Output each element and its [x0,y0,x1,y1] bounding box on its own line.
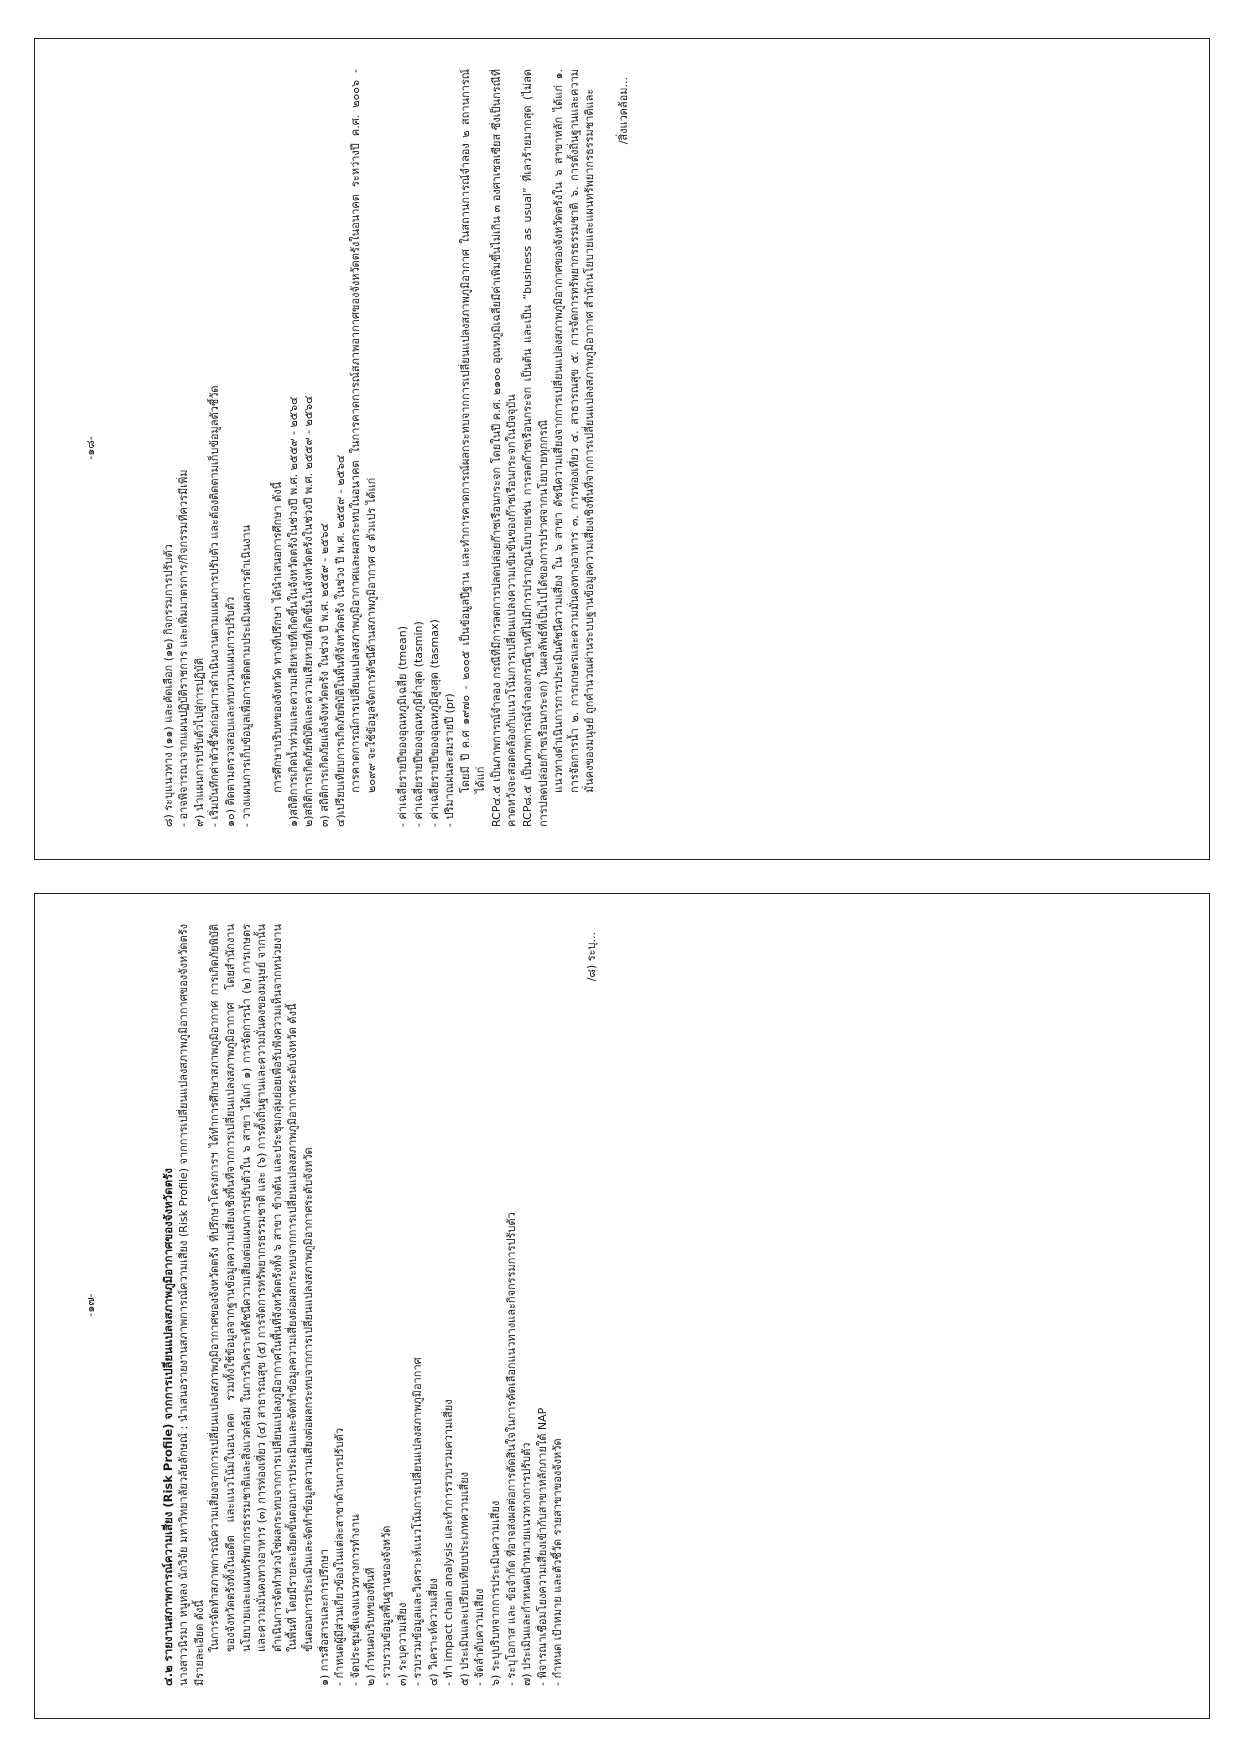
page-number: -๑๗- [84,1293,97,1317]
text-line: - ปริมาณฝนสะสมรายปี (pr) [443,693,457,827]
text-line: ๑)สถิติการเกิดน้ำท่วมและความเสียหายที่เกิดขึ้นในจังหวัดตรังในช่วงปี พ.ศ. ๒๕๕๙ - ๒๕๖๔ [286,396,300,827]
text-line: ๔)เปรียบเทียบการเกิดภัยพิบัติในพื้นที่จังหวัดตรัง ในช่วง ปี พ.ศ. ๒๕๕๙ - ๒๕๖๔ [333,454,347,827]
text-line: RCP๔.๕ เป็นภาพการณ์จำลอง กรณีที่มีการลดการปลดปล่อยก๊าซเรือนกระจก โดยในปี ค.ศ. ๒๑๐๐ อุณหภูมิเฉลี่ยมีค่าเพิ่มขึ้นไม่เกิน ๓ องศาเซลเซียส ซึ่งเป็นกรณีที่คาดหวังจะสอดคล้องกับแนวโน้มการเปลี่ยนแปลงความเข้มข้นของก๊าซเรือนกระจกในปัจจุบัน [489,69,519,827]
text-line: - ค่าเฉลี่ยรายปีของอุณหภูมิเฉลี่ย (tmean) [396,625,410,827]
text-line: ๒) กำหนดบริบทของพื้นที่ [364,1567,378,1686]
continued-marker: /สิ่งแวดล้อม... [617,77,631,145]
spacer [379,69,395,827]
text-line: ๙) นำแผนการปรับตัวไปสู่การปฏิบัติ [192,657,206,827]
text-line: - เริ่มบันทึกค่าตัวชี้วัดก่อนการดำเนินงานตามแผนการปรับตัว และต้องติดตามเก็บข้อมูลตัวชี้วัด [208,385,222,827]
text-line: - อาจพิจารณาจากแผนปฏิบัติราชการ และเพิ่มมาตรการ/กิจกรรมที่ควรมีเพิ่ม [177,469,191,827]
text-line: - กำหนดผู้มีส่วนเกี่ยวข้องในแต่ละสาขาด้านการปรับตัว [333,1427,347,1686]
text-line: ๕) ประเมินและเปรียบเทียบประเภทความเสี่ยง [457,1471,471,1686]
text-line: ๑) การสื่อสารและการปรึกษา [317,1548,331,1686]
text-line: ๑๐) ติดตามตรวจสอบและทบทวนแผนการปรับตัว [223,596,237,827]
text-line: ในการจัดทำสภาพการณ์ความเสี่ยงจากการเปลี่ยนแปลงสภาพภูมิอากาศของจังหวัดตรัง ที่ปรึกษาโครงการฯ ได้ทำการศึกษาสภาพภูมิอากาศ การเกิดภัยพิบัติ ของจังหวัดตรังทั้งในอดีต และแนวโน้มในอนาคต รวมทั้งใช้ข้อมูลจากฐานข้อมูลความเสี่ยงเชิงพื้นที่จากการเปลี่ยนแปลงสภาพภูมิอากาศ โดยสำนักงานนโยบายและแผนทรัพยากรธรรมชาติและสิ่งแวดล้อม ในการวิเคราะห์ดัชนีความเสี่ยงต่อแผนการปรับตัวใน ๖ สาขา ได้แก่ ๑) การจัดการน้ำ (๒) การเกษตรและความมั่นคงทางอาหาร (๓) การท่องเที่ยว (๔) สาธารณสุข (๕) การจัดการทรัพยากรธรรมชาติ และ (๖) การตั้งถิ่นฐานและความมั่นคงของมนุษย์ จากนั้นดำเนินการจัดทำห่วงโซ่ผลกระทบจากการเปลี่ยนแปลงภูมิอากาศในพื้นที่จังหวัดตรังทั้ง ๖ สาขา ข้างต้น และประชุมกลุ่มย่อยเพื่อรับฟังความเห็นจากหน่วยงานในพื้นที่ โดยมีรายละเอียดขั้นตอนการประเมินและจัดทำข้อมูลความเสี่ยงต่อผลกระทบจากการเปลี่ยนแปลงสภาพภูมิอากาศระดับจังหวัด ดังนี้ [208,924,300,1652]
text-line: โดยมี ปี ค.ศ ๑๙๗๐ - ๒๐๐๕ เป็นข้อมูลปีฐาน และทำการคาดการณ์ผลกระทบจากการเปลี่ยนแปลงสภาพภูมิอากาศ ในสถานการณ์จำลอง ๒ สถานการณ์ ได้แก่ [458,69,488,793]
text-line: ๓) ระบุความเสี่ยง [395,1602,409,1686]
presenter-intro: นางสาวนิรมา หนูหลง นักวิจัย มหาวิทยาลัยวลัยลักษณ์ : นำเสนอรายงานสภาพการณ์ความเสี่ยง (Risk Profile) จากการเปลี่ยนแปลงสภาพภูมิอากาศของจังหวัดตรัง มีรายละเอียด ดังนี้ [177,924,206,1686]
text-line: ๒)สถิติการเกิดภัยพิบัติและความเสียหายที่เกิดขึ้นในจังหวัดตรังในช่วงปี พ.ศ. ๒๕๕๙ - ๒๕๖๔ [302,395,316,827]
text-line: ๘) ระบุแนวทาง (๑๑) และคัดเลือก (๑๒) กิจกรรมการปรับตัว [161,544,175,827]
text-line: RCP๘.๕ เป็นภาพการณ์จำลองกรณีฐานที่ไม่มีการปรากฏนโยบายเช่น การลดก๊าซเรือนกระจก เป็นต้น และเป็น “business as usual” ที่เลวร้ายมากสุด (ไม่ลดการปลดปล่อยก๊าซเรือนกระจก) ในผลลัพธ์ที่เป็นไปได้ของการปราศจากนโยบายทุกกรณี [521,69,550,827]
text-line: ขั้นตอนการประเมินและจัดทำข้อมูลความเสี่ยงต่อผลกระทบจากการเปลี่ยนแปลงสภาพภูมิอากาศระดับจังหวัด [301,1147,315,1652]
page-18-content [35,39,1211,861]
text-line: - พิจารณาเชื่อมโยงความเสี่ยงเข้ากับสาขาหลักภายใต้ NAP [535,1407,549,1686]
spacer [254,69,270,827]
page-17-frame [34,893,1210,1719]
text-line: - ทำ impact chain analysis และทำการรวบรวมความเสี่ยง [442,1399,456,1686]
page-18-frame [34,38,1210,860]
text-line: - รวบรวมข้อมูลพื้นฐานของจังหวัด [379,1525,393,1686]
text-line: ๗) ประเมินและกำหนดเป้าหมายแนวทางการปรับตัว [520,1442,534,1686]
text-line: - วางแผนการเก็บข้อมูลเพื่อการติดตามประเมินผลการดำเนินงาน [239,524,253,827]
page-17-content [35,894,1211,1720]
text-line: - กำหนด เป้าหมาย และตัวชี้วัด รายสาขาของจังหวัด [551,1438,565,1686]
text-line: - จัดประชุมชี้แจงแนวทางการทำงาน [348,1514,362,1686]
text-line: - ค่าเฉลี่ยรายปีของอุณหภูมิต่ำสุด (tasmin) [411,621,425,827]
text-line: - ระบุโอกาส และ ข้อจำกัด ที่อาจส่งผลต่อการตัดสินใจในการคัดเลือกแนวทางและกิจกรรมการปรับตัว [504,1212,518,1686]
text-line: การศึกษาบริบทของจังหวัด ทางที่ปรึกษา ได้นำเสนอการศึกษา ดังนี้ [271,481,285,793]
text-line: ๔) วิเคราะห์ความเสี่ยง [426,1578,440,1686]
text-line: - ค่าเฉลี่ยรายปีของอุณหภูมิสูงสุด (tasmax) [427,619,441,827]
text-line: - จัดลำดับความเสี่ยง [473,1588,487,1686]
text-line: ๓) สถิติการเกิดภัยแล้งจังหวัดตรัง ในช่วง ปี พ.ศ. ๒๕๕๙ - ๒๕๖๔ [317,523,331,827]
section-heading: ๔.๒ รายงานสภาพการณ์ความเสี่ยง (Risk Profile) จากการเปลี่ยนแปลงสภาพภูมิอากาศของจังหวัดตรัง [160,1168,175,1686]
text-line: - รวบรวมข้อมูลและวิเคราะห์แนวโน้มการเปลี่ยนแปลงสภาพภูมิอากาศ [411,1357,425,1686]
page-number: -๑๘- [84,436,97,460]
continued-marker: /๘) ระบุ... [585,932,599,982]
text-line: แนวทางดำเนินการการประเมินดัชนีความเสี่ยง ใน ๖ สาขา ดัชนีความเสี่ยงจากการเปลี่ยนแปลงสภาพภูมิอากาศของจังหวัดตรังใน ๖ สาขาหลัก ได้แก่ ๑. การจัดการน้ำ ๒. การเกษตรและความมั่นคงทางอาหาร ๓. การท่องเที่ยว ๔. สาธารณสุข ๕. การจัดการทรัพยากรธรรมชาติ ๖. การตั้งถิ่นฐานและความมั่นคงของมนุษย์ ถูกคำนวณผ่านระบบฐานข้อมูลความเสี่ยงเชิงพื้นที่จากการเปลี่ยนแปลงสภาพภูมิอากาศ สำนักนโยบายและแผนทรัพยากรธรรมชาติและ [552,69,597,793]
text-line: การคาดการณ์การเปลี่ยนแปลงสภาพภูมิอากาศและผลกระทบในอนาคต ในการคาดการณ์สภาพอากาศของจังหวัดตรังในอนาคต ระหว่างปี ค.ศ. ๒๐๐๖ - ๒๐๙๙ จะใช้ข้อมูลจัดการดัชนีด้านสภาพภูมิอากาศ ๔ ตัวแปร ได้แก่ [349,69,378,793]
text-line: ๖) ระบุบริบทจากการประเมินความเสี่ยง [489,1500,503,1686]
